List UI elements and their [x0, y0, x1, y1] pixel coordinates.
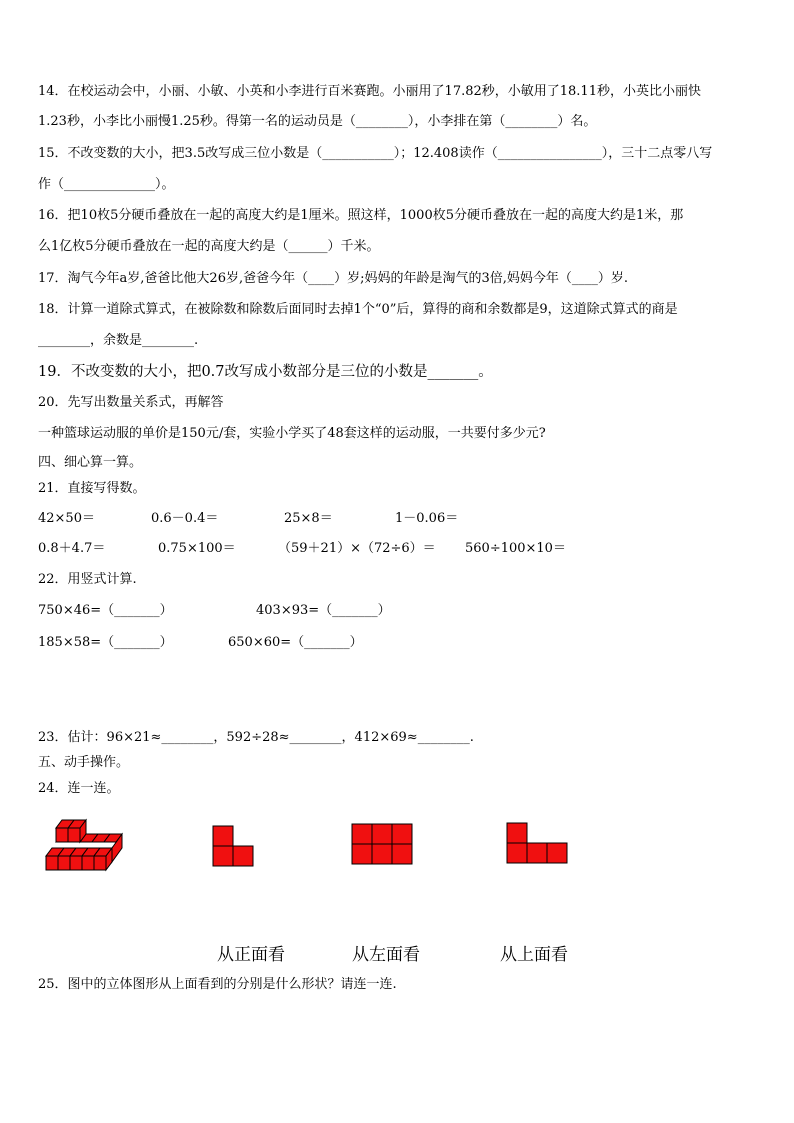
q14-line1: 14．在校运动会中，小丽、小敏、小英和小李进行百米赛跑。小丽用了17.82秒，小敏用了18.11秒，小英比小丽快 [38, 84, 701, 99]
q22-expr: 650×60=（_______） [228, 635, 363, 650]
q20-line1: 20．先写出数量关系式，再解答 [38, 395, 224, 410]
q21-expr: 25×8＝ [284, 511, 333, 526]
section5-heading: 五、动手操作。 [38, 755, 130, 770]
q18-line2: ________，余数是________. [38, 333, 199, 348]
q21-expr: 0.6－0.4＝ [151, 511, 219, 526]
q21-expr: 42×50＝ [38, 511, 95, 526]
view-shape-l [212, 825, 256, 867]
q25-line1: 25．图中的立体图形从上面看到的分别是什么形状？请连一连. [38, 977, 397, 992]
view-shape-rectangle [351, 823, 413, 866]
q20-line2: 一种篮球运动服的单价是150元/套，实验小学买了48套这样的运动服，一共要付多少元? [38, 426, 546, 441]
section4-heading: 四、细心算一算。 [38, 455, 143, 470]
q24-title: 24．连一连。 [38, 781, 120, 796]
q18-line1: 18．计算一道除式算式，在被除数和除数后面同时去掉1个“0”后，算得的商和余数都是9，这道除式算式的商是 [38, 302, 678, 317]
q21-expr: 0.75×100＝ [158, 541, 236, 556]
q21-expr: （59＋21）×（72÷6）＝ [278, 541, 436, 556]
q21-expr: 560÷100×10＝ [465, 541, 566, 556]
view-label-front: 从正面看 [217, 945, 285, 965]
q22-expr: 185×58=（_______） [38, 635, 173, 650]
q22-title: 22．用竖式计算. [38, 572, 137, 587]
q22-expr: 750×46=（_______） [38, 603, 173, 618]
q16-line2: 么1亿枚5分硬币叠放在一起的高度大约是（______）千米。 [38, 239, 380, 254]
q22-expr: 403×93=（_______） [256, 603, 391, 618]
cube-solid-figure [42, 812, 132, 876]
q17-line1: 17．淘气今年a岁,爸爸比他大26岁,爸爸今年（____）岁;妈妈的年龄是淘气的3倍,妈妈今年（____）岁. [38, 271, 629, 286]
q21-expr: 1－0.06＝ [395, 511, 459, 526]
q16-line1: 16．把10枚5分硬币叠放在一起的高度大约是1厘米。照这样，1000枚5分硬币叠放在一起的高度大约是1米，那 [38, 208, 684, 223]
q19-line1: 19．不改变数的大小，把0.7改写成小数部分是三位的小数是_______。 [38, 364, 493, 380]
view-label-left: 从左面看 [352, 945, 420, 965]
q21-expr: 0.8＋4.7＝ [38, 541, 106, 556]
q14-line2: 1.23秒，小李比小丽慢1.25秒。得第一名的运动员是（________），小李排在第（________）名。 [38, 114, 597, 129]
q15-line2: 作（______________）。 [38, 177, 175, 192]
q23-line1: 23．估计：96×21≈________，592÷28≈________，412×69≈________. [38, 730, 474, 745]
q21-title: 21．直接写得数。 [38, 481, 146, 496]
view-shape-long-l [506, 822, 568, 865]
q15-line1: 15．不改变数的大小，把3.5改写成三位小数是（___________）；12.408读作（________________），三十二点零八写 [38, 146, 713, 161]
view-label-top: 从上面看 [500, 945, 568, 965]
